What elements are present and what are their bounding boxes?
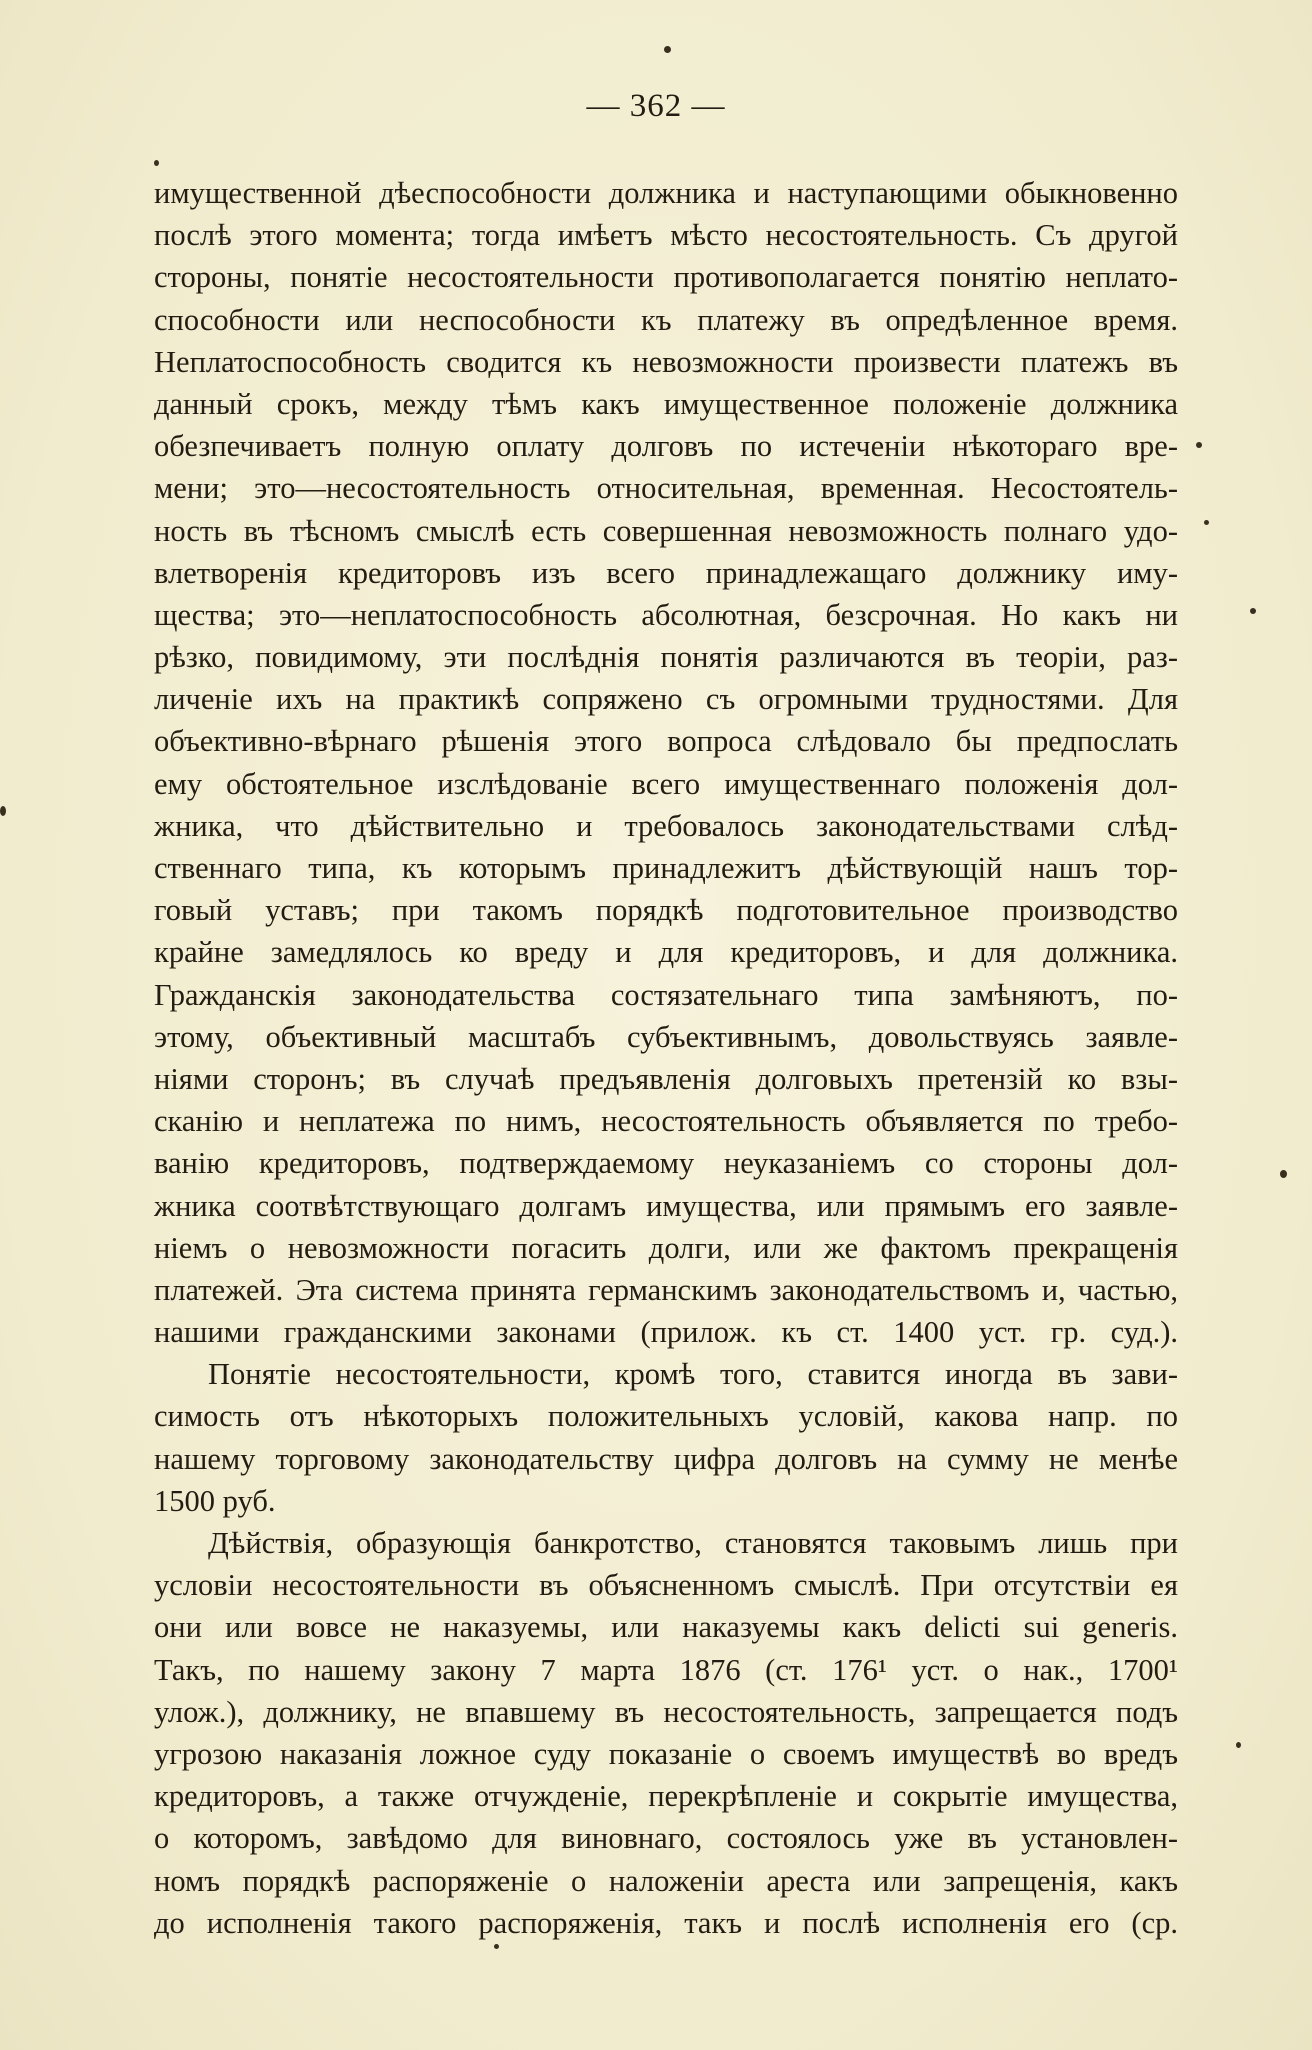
text-line: номъ порядкѣ распоряженіе о наложеніи ареста или запрещенія, какъ (154, 1863, 1178, 1898)
text-line: ность въ тѣсномъ смыслѣ есть совершенная невозможность полнаго удо- (154, 513, 1178, 548)
text-line: ственнаго типа, къ которымъ принадлежитъ дѣйствующій нашъ тор- (154, 851, 1178, 885)
text-line: ніемъ о невозможности погасить долги, или же фактомъ прекращенія (154, 1230, 1178, 1265)
text-line: личеніе ихъ на практикѣ сопряжено съ огромными трудностями. Для (154, 682, 1178, 717)
text-line: стороны, понятіе несостоятельности противополагается понятію неплато- (154, 260, 1178, 295)
text-line: Такъ, по нашему закону 7 марта 1876 (ст. 176¹ уст. о нак., 1700¹ (154, 1652, 1178, 1687)
print-speck (494, 1944, 499, 1949)
page-number: — 362 — (586, 88, 726, 124)
text-line: ванію кредиторовъ, подтверждаемому неуказаніемъ со стороны дол- (154, 1146, 1178, 1181)
text-line: Дѣйствія, образующія банкротство, становятся таковымъ лишь при (208, 1526, 1178, 1560)
text-line: говый уставъ; при такомъ порядкѣ подготовительное производство (154, 893, 1178, 928)
print-speck (154, 160, 159, 166)
print-speck (1280, 1170, 1287, 1178)
text-line: платежей. Эта система принята германскимъ законодательствомъ и, частью, (154, 1272, 1178, 1307)
text-line: они или вовсе не наказуемы, или наказуемы какъ delicti sui generis. (154, 1610, 1178, 1645)
text-line: рѣзко, повидимому, эти послѣднія понятія различаются въ теоріи, раз- (154, 640, 1178, 675)
text-line: ему обстоятельное изслѣдованіе всего имущественнаго положенія дол- (154, 766, 1178, 801)
text-line: данный срокъ, между тѣмъ какъ имущественное положеніе должника (154, 386, 1178, 421)
text-line: сканію и неплатежа по нимъ, несостоятельность объявляется по требо- (154, 1104, 1178, 1139)
paragraph-1 (154, 172, 1178, 1353)
text-line: крайне замедлялось ко вреду и для кредиторовъ, и для должника. (154, 935, 1178, 970)
print-speck (664, 46, 671, 53)
text-line: объективно-вѣрнаго рѣшенія этого вопроса слѣдовало бы предпослать (154, 724, 1178, 759)
print-speck (1196, 442, 1202, 448)
paragraph-3 (154, 1522, 1178, 1944)
paragraph-2 (154, 1353, 1178, 1522)
text-line: до исполненія такого распоряженія, такъ и послѣ исполненія его (ср. (154, 1905, 1178, 1940)
print-speck (0, 806, 6, 816)
text-line: кредиторовъ, а также отчужденіе, перекрѣпленіе и сокрытіе имущества, (154, 1779, 1178, 1814)
print-speck (1204, 520, 1209, 525)
text-line: улож.), должнику, не впавшему въ несостоятельность, запрещается подъ (154, 1694, 1178, 1729)
text-line: угрозою наказанія ложное суду показаніе о своемъ имуществѣ во вредъ (154, 1736, 1178, 1771)
text-line: Неплатоспособность сводится къ невозможности произвести платежъ въ (154, 344, 1178, 379)
text-line: Понятіе несостоятельности, кромѣ того, ставится иногда въ зави- (208, 1357, 1178, 1392)
text-line: симость отъ нѣкоторыхъ положительныхъ условій, какова напр. по (154, 1399, 1178, 1434)
text-line: Гражданскія законодательства состязательнаго типа замѣняютъ, по- (154, 977, 1178, 1012)
text-line: имущественной дѣеспособности должника и наступающими обыкновенно (154, 176, 1178, 210)
text-line: жника соотвѣтствующаго долгамъ имущества, или прямымъ его заявле- (154, 1188, 1178, 1223)
text-line: 1500 руб. (154, 1483, 276, 1518)
print-speck (1250, 608, 1256, 614)
text-line: о которомъ, завѣдомо для виновнаго, состоялось уже въ установлен- (154, 1821, 1178, 1856)
text-line: влетворенія кредиторовъ изъ всего принадлежащаго должнику иму- (154, 555, 1178, 590)
text-line: нашему торговому законодательству цифра долговъ на сумму не менѣе (154, 1441, 1178, 1476)
text-line: обезпечиваетъ полную оплату долговъ по истеченіи нѣкотораго вре- (154, 429, 1178, 464)
text-line: способности или неспособности къ платежу въ опредѣленное время. (154, 302, 1178, 337)
text-line: этому, объективный масштабъ субъективнымъ, довольствуясь заявле- (154, 1019, 1178, 1054)
print-speck (1236, 1742, 1241, 1748)
text-line: ніями сторонъ; въ случаѣ предъявленія долговыхъ претензій ко взы- (154, 1061, 1178, 1096)
text-line: щества; это—неплатоспособность абсолютная, безсрочная. Но какъ ни (154, 597, 1178, 632)
text-line: нашими гражданскими законами (прилож. къ ст. 1400 уст. гр. суд.). (154, 1315, 1178, 1350)
body-text (154, 172, 1178, 1944)
text-line: условіи несостоятельности въ объясненномъ смыслѣ. При отсутствіи ея (154, 1568, 1178, 1603)
text-line: жника, что дѣйствительно и требовалось законодательствами слѣд- (154, 808, 1178, 843)
text-line: послѣ этого момента; тогда имѣетъ мѣсто несостоятельность. Съ другой (154, 218, 1178, 253)
text-line: мени; это—несостоятельность относительная, временная. Несостоятель- (154, 471, 1178, 506)
